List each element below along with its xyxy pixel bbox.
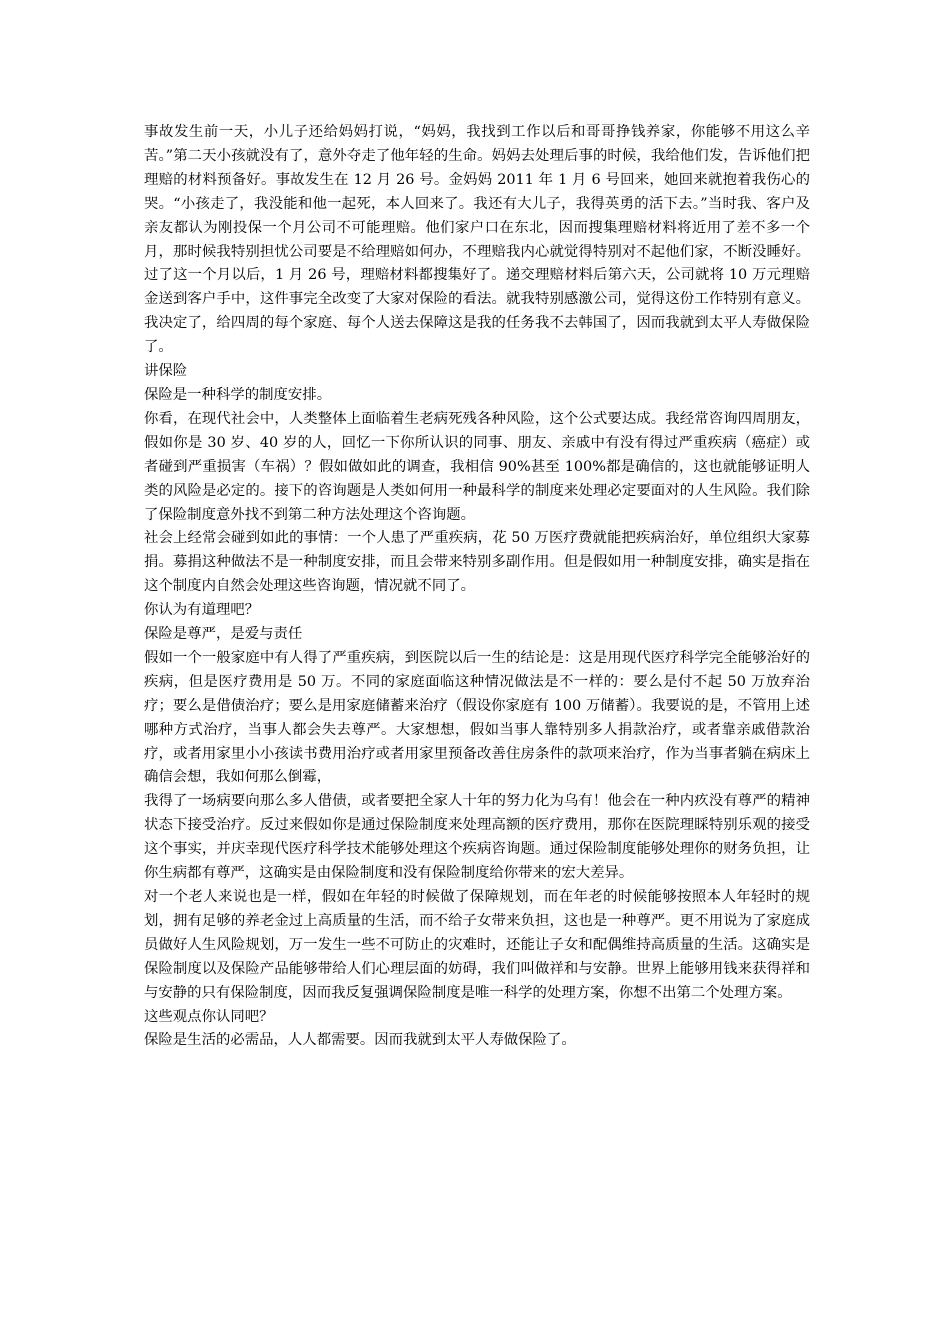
paragraph-elderly-dignity: 对一个老人来说也是一样，假如在年轻的时候做了保障规划，而在年老的时候能够按照本人年轻时的规划，拥有足够的养老金过上高质量的生活，而不给子女带来负担，这也是一种尊严。更不用说为了家庭成员做好人生风险规划，万一发生一些不可防止的灾难时，还能让子女和配偶维持高质量的生活。这确实是保险制度以及保险产品能够带给人们心理层面的妨碍，我们叫做祥和与安静。世界上能够用钱来获得祥和与安静的只有保险制度，因而我反复强调保险制度是唯一科学的处理方案，你想不出第二个处理方案。: [144, 889, 810, 1001]
paragraph-donation: 社会上经常会碰到如此的事情：一个人患了严重疾病，花 50 万医疗费就能把疾病治好，单位组织大家募捐。募捐这种做法不是一种制度安排，而且会带来特别多副作用。但是假如用一种制度安排，确实是指在这个制度内自然会处理这些咨询题，情况就不同了。: [144, 530, 810, 595]
paragraph-accident-story: 事故发生前一天，小儿子还给妈妈打说，“妈妈，我找到工作以后和哥哥挣钱养家，你能够不用这么辛苦。”第二天小孩就没有了，意外夺走了他年轻的生命。妈妈去处理后事的时候，我给他们发，告诉他们把理赔的材料预备好。事故发生在 12 月 26 号。金妈妈 2011 年 1 月 6 号回来，她回来就抱着我伤心的哭。“小孩走了，我没能和他一起死，本人回来了。我还有大儿子，我得英勇的活下去。”当时我、客户及亲友都认为刚投保一个月公司不可能理赔。他们家户口在东北，因而搜集理赔材料将近用了差不多一个月，那时候我特别担忧公司要是不给理赔如何办，不理赔我内心就觉得特别对不起他们家，不断没睡好。过了这一个月以后，1 月 26 号，理赔材料都搜集好了。递交理赔材料后第六天，公司就将 10 万元理赔金送到客户手中，这件事完全改变了大家对保险的看法。就我特别感激公司，觉得这份工作特别有意义。我决定了，给四周的每个家庭、每个人送去保障这是我的任务我不去韩国了，因而我就到太平人寿做保险了。: [144, 124, 810, 356]
heading-talk-insurance: 讲保险: [144, 363, 188, 380]
paragraph-debt-treatment: 我得了一场病要向那么多人借债，或者要把全家人十年的努力化为乌有！他会在一种内疚没有尊严的精神状态下接受治疗。反过来假如你是通过保险制度来处理高额的医疗费用，那你在医院理睬特别乐观的接受这个事实，并庆幸现代医疗科学技术能够处理这个疾病咨询题。通过保险制度能够处理你的财务负担，让你生病都有尊严，这确实是由保险制度和没有保险制度给你带来的宏大差异。: [144, 793, 810, 882]
document-body: [144, 121, 810, 1053]
paragraph-serious-illness: 假如一个一般家庭中有人得了严重疾病，到医院以后一生的结论是：这是用现代医疗科学完全能够治好的疾病，但是医疗费用是 50 万。不同的家庭面临这种情况做法是不一样的：要么是付不起 50 万放弃治疗；要么是借债治疗；要么是用家庭储蓄来治疗（假设你家庭有 100 万储蓄）。我要说的是，不管用上述哪种方式治疗，当事人都会失去尊严。大家想想，假如当事人靠特别多人捐款治疗，或者靠亲戚借款治疗，或者用家里小小孩读书费用治疗或者用家里预备改善住房条件的款项来治疗，作为当事者躺在病床上确信会想，我如何那么倒霉，: [144, 649, 810, 786]
paragraph-conclusion: 保险是生活的必需品，人人都需要。因而我就到太平人寿做保险了。: [144, 1032, 576, 1049]
heading-dignity-love: 保险是尊严，是爱与责任: [144, 626, 303, 643]
paragraph-question-reason: 你认为有道理吧？: [144, 602, 260, 619]
paragraph-scientific-system: 保险是一种科学的制度安排。: [144, 386, 332, 403]
paragraph-risk-survey: 你看，在现代社会中，人类整体上面临着生老病死残各种风险，这个公式要达成。我经常咨询四周朋友，假如你是 30 岁、40 岁的人，回忆一下你所认识的同事、朋友、亲戚中有没有得过严重疾病（癌症）或者碰到严重损害（车祸）？假如做如此的调查，我相信 90%甚至 100%都是确信的，这也就能够证明人类的风险是必定的。接下的咨询题是人类如何用一种最科学的制度来处理必定要面对的人生风险。我们除了保险制度意外找不到第二种方法处理这个咨询题。: [144, 410, 810, 523]
paragraph-question-agree: 这些观点你认同吧？: [144, 1008, 274, 1025]
